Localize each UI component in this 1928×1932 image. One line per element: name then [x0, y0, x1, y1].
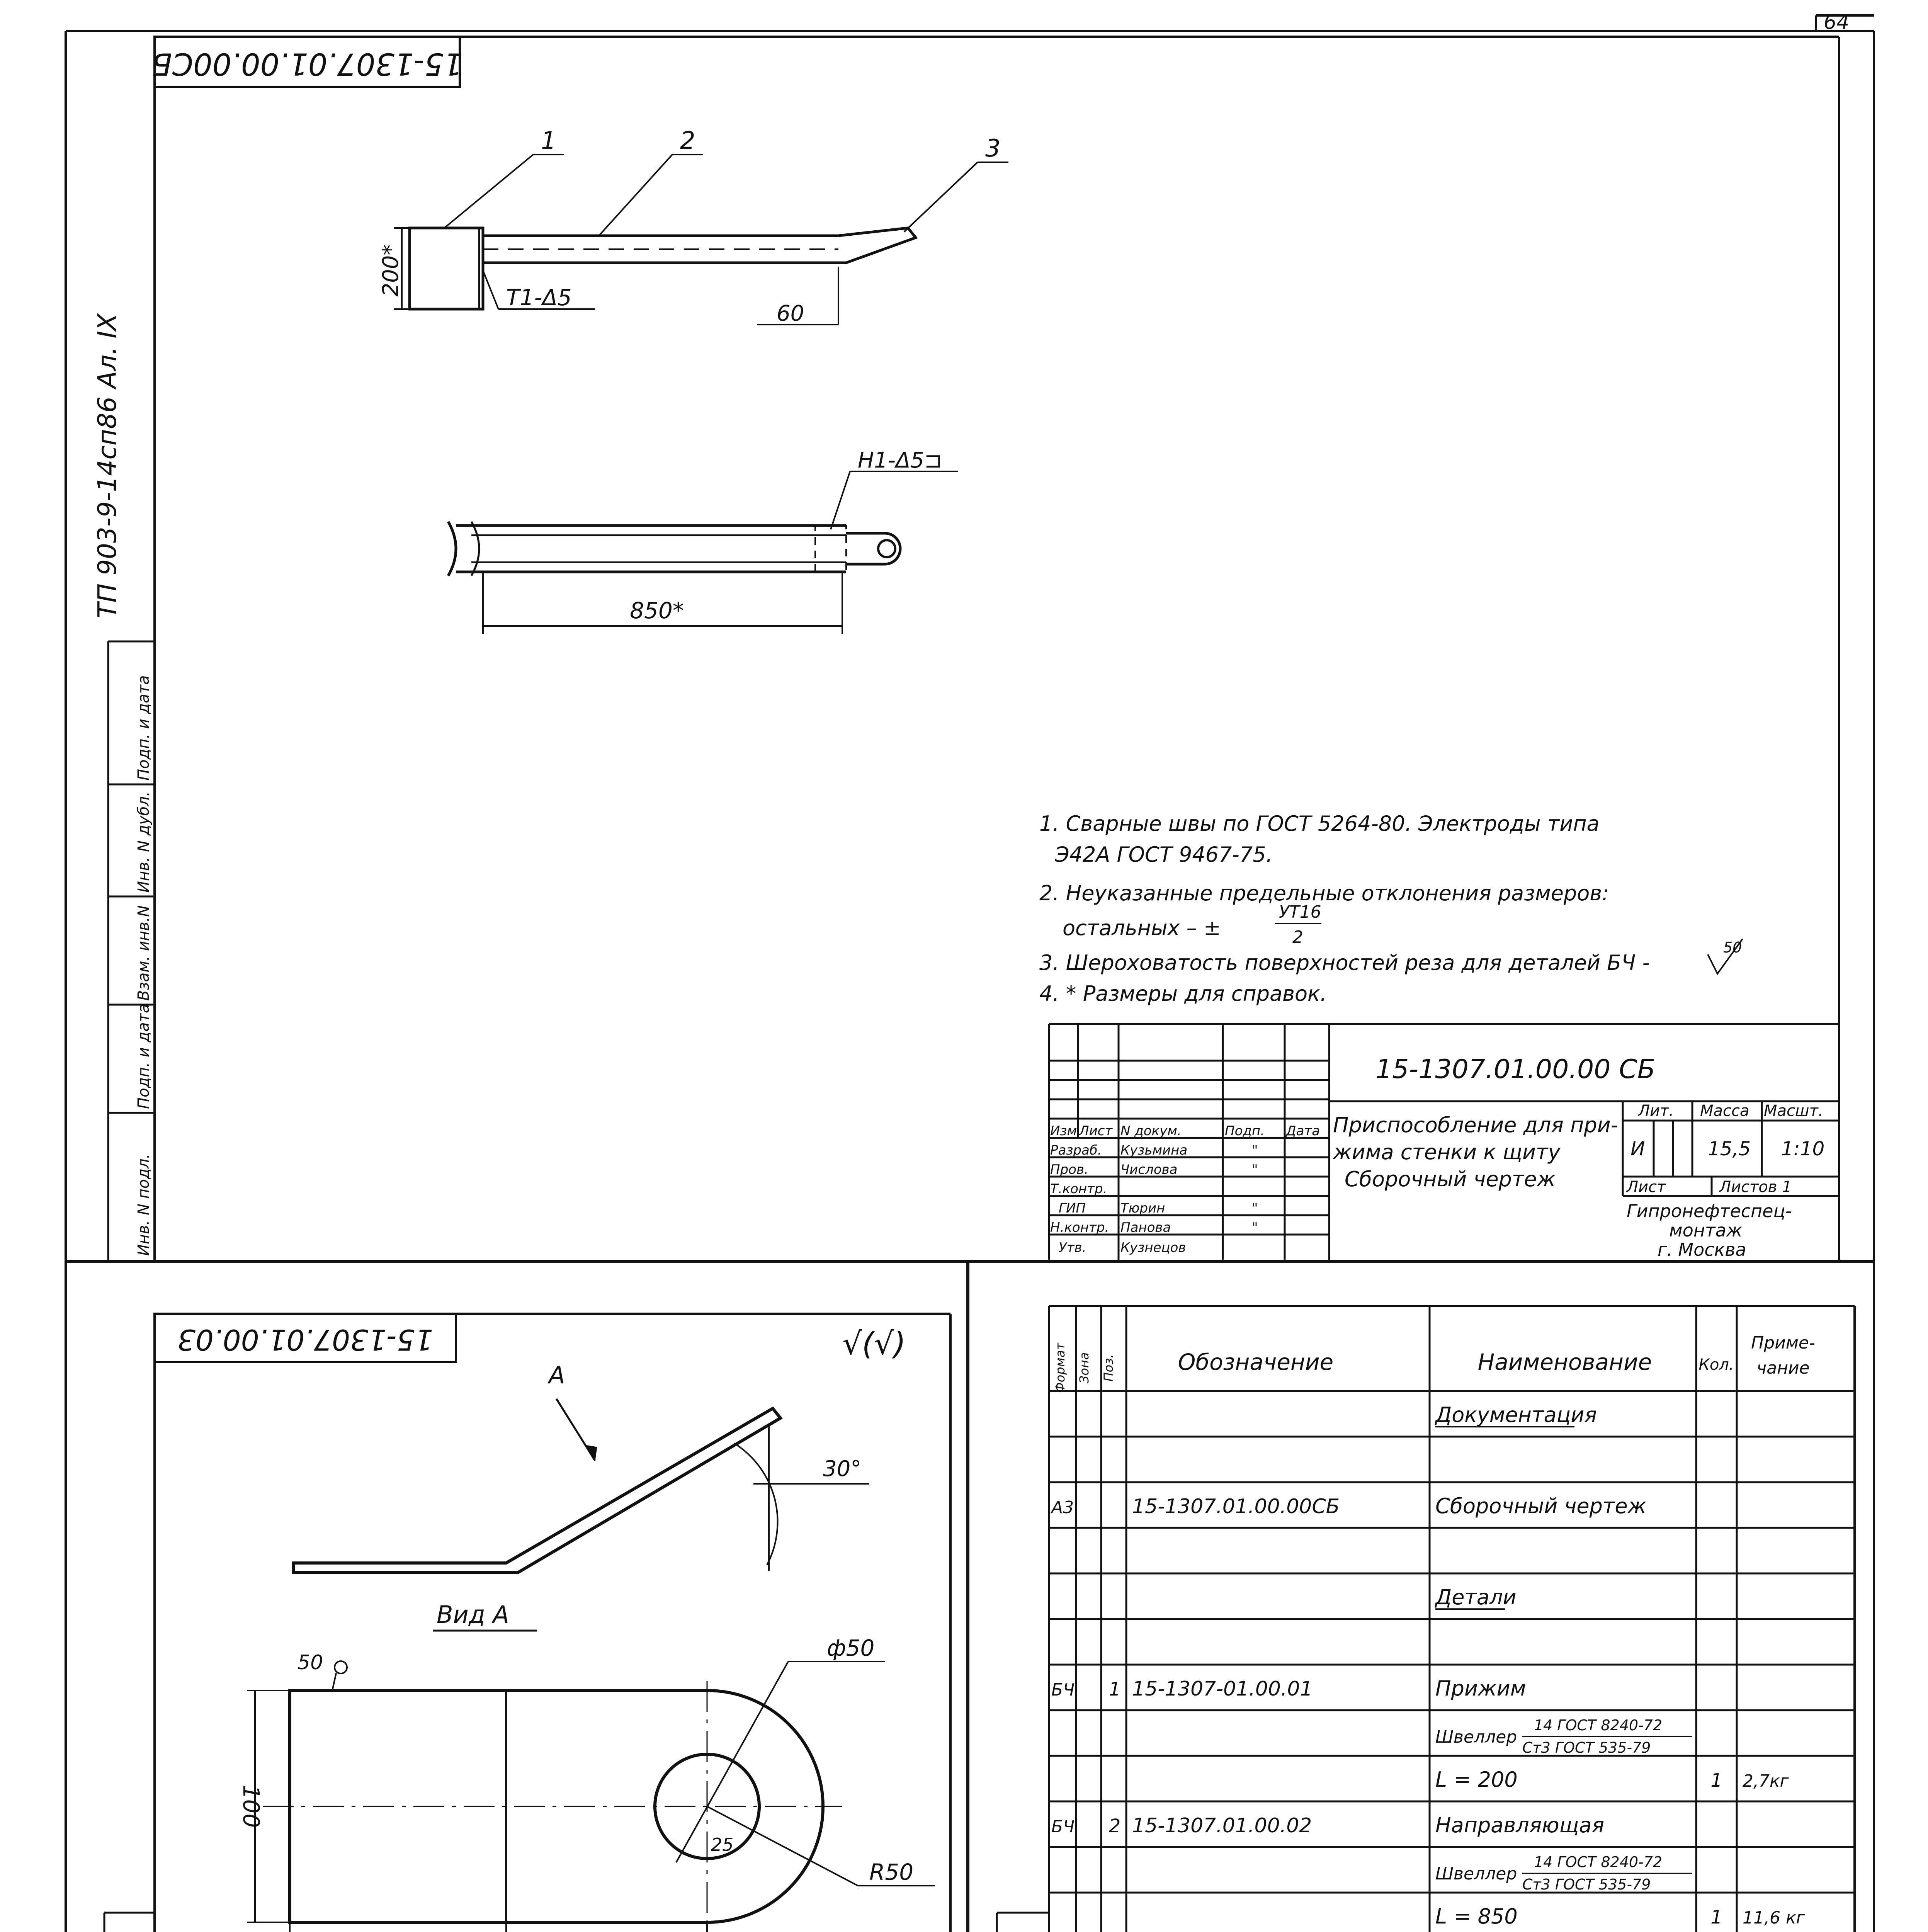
tb-top-role-6: Утв. [1059, 1240, 1086, 1255]
tb-top-role-1: Разраб. [1050, 1143, 1102, 1158]
spec-qty: 1 [1710, 1906, 1722, 1929]
tb-top-name-5: Панова [1120, 1220, 1171, 1235]
tb-top-head-list: Лист [1079, 1123, 1113, 1139]
tb-top-name-2: Числова [1120, 1162, 1178, 1177]
spec-designation: 15-1307.01.00.02 [1132, 1814, 1312, 1838]
tb-top-org-3: г. Москва [1658, 1239, 1746, 1260]
spec-head-pos: Поз. [1101, 1354, 1116, 1382]
spec-frac-bottom: Ст3 ГОСТ 535-79 [1522, 1739, 1651, 1757]
spec-qty: 1 [1710, 1770, 1722, 1792]
dim-r25: 25 [711, 1834, 734, 1855]
spec-frac-top: 14 ГОСТ 8240-72 [1534, 1854, 1663, 1871]
rough-mark-left: √(√) [842, 1326, 906, 1362]
note-tol-den: 2 [1292, 927, 1303, 947]
tb-top-mass: 15,5 [1708, 1138, 1751, 1160]
spec-format: А3 [1051, 1498, 1074, 1518]
note-line-3: 2. Неуказанные предельные отклонения размеров: [1039, 881, 1609, 905]
stamp-box-top [151, 37, 463, 87]
spec-head-designation: Обозначение [1178, 1349, 1334, 1375]
tb-top-title-3: Сборочный чертеж [1345, 1167, 1556, 1191]
tb-top-head-doc: N докум. [1120, 1123, 1182, 1139]
tb-top-name-6: Кузнецов [1120, 1240, 1186, 1255]
spec-name: Документация [1435, 1403, 1597, 1427]
spec-note: 2,7кг [1743, 1771, 1789, 1791]
tb-top-sign-1: " [1252, 1143, 1258, 1158]
side-stamp-top-1: Инв. N подл. [135, 1153, 153, 1256]
tb-top-lit-label: Лит. [1638, 1102, 1674, 1120]
tb-top-head-date: Дата [1286, 1123, 1320, 1139]
weld-bottom: Н1-Δ5⊐ [858, 448, 942, 473]
dim-end: 60 [777, 301, 804, 326]
spec-format: БЧ [1051, 1817, 1075, 1837]
spec-frac-bottom: Ст3 ГОСТ 535-79 [1522, 1876, 1651, 1893]
side-stamp-top-5: Подп. и дата [135, 675, 153, 781]
tb-top-sheet-label: Лист [1627, 1178, 1666, 1196]
weld-top: Т1-Δ5 [506, 284, 572, 311]
rough-hole: 50 [298, 1651, 323, 1674]
tb-top-head-sign: Подп. [1225, 1123, 1265, 1139]
dim-height: 200* [378, 244, 403, 297]
tb-top-scale: 1:10 [1781, 1138, 1825, 1160]
tb-top-org-2: монтаж [1669, 1220, 1743, 1241]
spec-head-format: Формат [1053, 1343, 1068, 1393]
ear-plate [247, 1661, 935, 1932]
spec-name: Направляющая [1435, 1813, 1605, 1838]
callout-3: 3 [985, 134, 1001, 162]
spec-name: Детали [1435, 1585, 1517, 1610]
spec-frac-top: 14 ГОСТ 8240-72 [1534, 1717, 1663, 1734]
tb-top-sign-5: " [1252, 1220, 1258, 1235]
spec-head-note-2: чание [1756, 1358, 1810, 1378]
side-stamp-top-2: Подп. и дата [135, 1003, 153, 1109]
spec-head-qty: Кол. [1698, 1356, 1734, 1374]
spec-head-note-1: Приме- [1751, 1333, 1815, 1353]
angle-label: 30° [823, 1456, 862, 1481]
stamp-code-left: 15-1307.01.00.03 [177, 1323, 434, 1356]
view-label: Вид А [437, 1600, 509, 1629]
note-line-2: Э42А ГОСТ 9467-75. [1055, 842, 1273, 867]
tb-top-scale-label: Масшт. [1764, 1102, 1823, 1120]
tb-top-code: 15-1307.01.00.00 СБ [1375, 1054, 1656, 1085]
tb-top-title-2: жима стенки к щиту [1333, 1140, 1561, 1164]
note-line-6: 4. * Размеры для справок. [1039, 981, 1327, 1006]
spec-name: L = 850 [1435, 1904, 1518, 1929]
spec-name: Прижим [1435, 1676, 1526, 1701]
spec-head-zone: Зона [1077, 1352, 1092, 1384]
spec-designation: 15-1307.01.00.00СБ [1132, 1495, 1340, 1519]
spec-name: L = 200 [1435, 1767, 1518, 1792]
title-block-top [1049, 1024, 1839, 1260]
tb-top-role-5: Н.контр. [1050, 1220, 1109, 1235]
tb-top-role-4: ГИП [1059, 1201, 1086, 1216]
side-stamp-right [997, 1913, 1049, 1932]
callout-1: 1 [541, 126, 556, 155]
view-arrow-label: А [549, 1361, 565, 1389]
tb-top-sign-4: " [1252, 1201, 1258, 1216]
side-stamp-top-4: Инв. N дубл. [135, 791, 153, 893]
note-line-4: остальных – ± [1063, 916, 1221, 940]
tb-top-lit: И [1630, 1138, 1645, 1160]
spec-pos: 1 [1109, 1679, 1121, 1701]
tb-top-mass-label: Масса [1700, 1102, 1749, 1120]
dim-length: 850* [630, 597, 684, 624]
note-tol-num: УТ16 [1279, 902, 1321, 922]
spec-name: Сборочный чертеж [1435, 1494, 1647, 1519]
page-number: 64 [1824, 11, 1850, 34]
dim-height-left: 100 [238, 1785, 264, 1828]
tb-top-sign-2: " [1252, 1162, 1258, 1177]
spec-head-name: Наименование [1477, 1349, 1652, 1375]
stamp-box-left [155, 1314, 456, 1362]
tb-top-name-1: Кузьмина [1120, 1143, 1188, 1158]
tb-top-org-1: Гипронефтеспец- [1627, 1201, 1792, 1221]
tb-top-role-3: Т.контр. [1050, 1181, 1107, 1197]
rough-value: 50 [1723, 939, 1742, 956]
spec-format: БЧ [1051, 1680, 1075, 1700]
side-stamp-top-3: Взам. инв.N [135, 905, 153, 1001]
side-label: ТП 903-9-14сп86 Ал. IX [92, 313, 122, 618]
spec-pos: 2 [1109, 1815, 1121, 1837]
assembly-top-view [448, 471, 958, 634]
tb-top-title-1: Приспособление для при- [1333, 1113, 1619, 1137]
tb-top-role-2: Пров. [1050, 1162, 1088, 1177]
tb-top-sheets-label: Листов 1 [1719, 1178, 1792, 1196]
spec-name: Швеллер [1435, 1727, 1517, 1747]
spec-table [1049, 1306, 1855, 1932]
tb-top-name-4: Тюрин [1120, 1201, 1165, 1216]
spec-designation: 15-1307-01.00.01 [1132, 1677, 1313, 1701]
note-line-1: 1. Сварные швы по ГОСТ 5264-80. Электроды типа [1039, 811, 1600, 836]
spec-name: Швеллер [1435, 1864, 1517, 1884]
spec-note: 11,6 кг [1743, 1908, 1805, 1928]
notes-top [1039, 811, 1743, 1006]
dim-dia: ф50 [827, 1635, 875, 1661]
side-stamp-left [104, 1913, 155, 1932]
dim-radius: R50 [869, 1859, 914, 1885]
callout-2: 2 [680, 126, 695, 155]
stamp-code-top: 15-1307.01.00.00СБ [151, 46, 463, 81]
note-line-5: 3. Шероховатость поверхностей реза для деталей БЧ - [1039, 951, 1650, 975]
bent-profile [294, 1399, 869, 1573]
assembly-side-view [394, 155, 1008, 325]
tb-top-head-izm: Изм [1050, 1123, 1077, 1139]
